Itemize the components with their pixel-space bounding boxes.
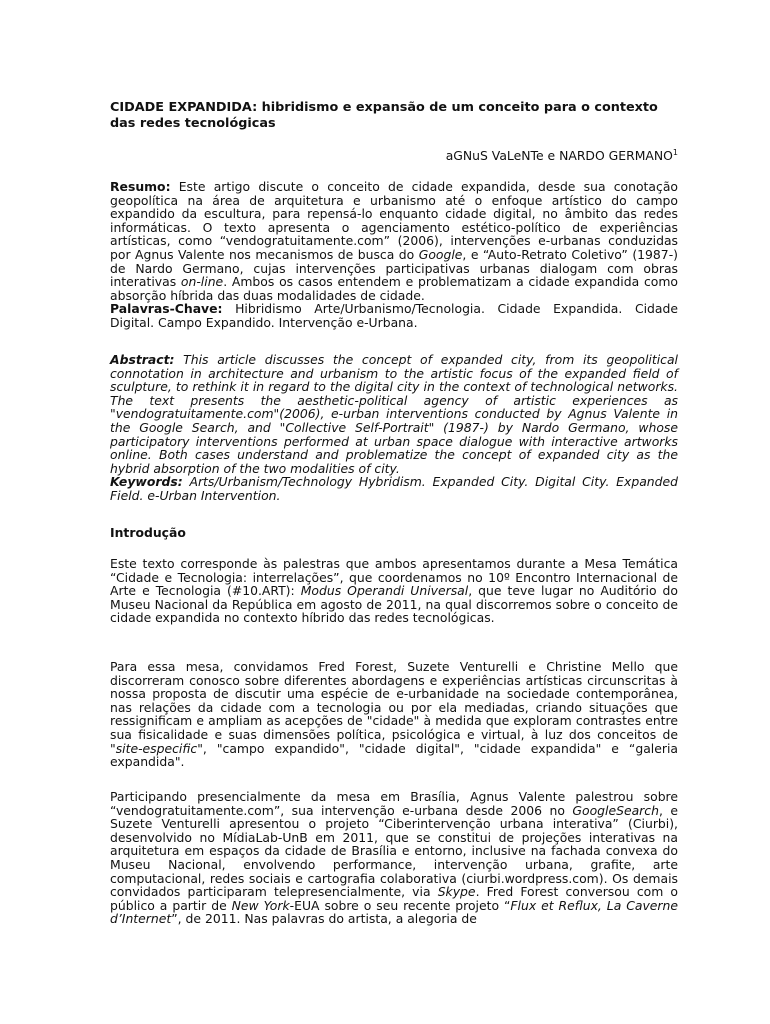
p3-text-b: , e Suzete Venturelli apresentou o projeto “Ciberintervenção urbana interativa” (Ciurbi), desenvolvido no MídiaLab-UnB em 2011, que se constitui de projeções interativas na arquitetura em espaços da cidade de Brasília e entorno, inclusive na fachada convexa do Museu Nacional, envolvendo performance, intervenção urbana, grafite, arte computacional, redes sociais e cartografia colaborativa (ciurbi.wordpress.com). Os demais convidados participaram telepresencialmente, via bbox=[110, 802, 678, 900]
p1-emphasis: Modus Operandi Universal bbox=[300, 583, 469, 599]
intro-paragraph-2 bbox=[110, 660, 678, 769]
p1-text-b: , que teve lugar no Auditório do Museu Nacional da República em agosto de 2011, na qual discorremos sobre o conceito de cidade expandida no contexto híbrido das redes tecnológicas. bbox=[110, 583, 678, 626]
p2-emphasis: site-especific bbox=[115, 740, 198, 756]
keywords-label: Keywords: bbox=[110, 474, 183, 490]
author-footnote-mark: 1 bbox=[672, 147, 678, 157]
section-heading-introducao bbox=[110, 526, 678, 540]
resumo-label: Resumo: bbox=[110, 179, 171, 194]
palavras-chave-label: Palavras-Chave: bbox=[110, 301, 223, 317]
p1-text-a: Este texto corresponde às palestras que ambos apresentamos durante a Mesa Temática “Cidade e Tecnologia: interrelações”, que coordenamos no 10º Encontro Internacional de Arte e Tecnologia (#10.ART): bbox=[110, 556, 678, 599]
keywords-text: Arts/Urbanism/Technology Hybridism. Expanded City. Digital City. Expanded Field. e-Urban Intervention. bbox=[110, 474, 678, 503]
p2-text-a: Para essa mesa, convidamos Fred Forest, Suzete Venturelli e Christine Mello que discorreram conosco sobre diferentes abordagens e experiências artísticas circunscritas à nossa proposta de discutir uma espécie de e-urbanidade na sociedade contemporânea, nas relações da cidade com a tecnologia ou por ela mediadas, criando situações que ressignificam e ampliam as acepções de "cidade" à medida que exploram contrastes entre sua fisicalidade e suas dimensões política, psicológica e virtual, à luz dos conceitos de " bbox=[110, 659, 678, 756]
resumo-google: Google bbox=[418, 246, 463, 262]
abstract-label: Abstract: bbox=[110, 352, 175, 367]
p3-text-d: -EUA sobre o seu recente projeto “ bbox=[289, 897, 511, 913]
intro-paragraph-3 bbox=[110, 790, 678, 926]
p3-text-e: ”, de 2011. Nas palavras do artista, a alegoria de bbox=[171, 911, 477, 927]
p3-emphasis-newyork: New York bbox=[231, 897, 290, 913]
p3-text-a: Participando presencialmente da mesa em Brasília, Agnus Valente palestrou sobre “vendogratuitamente.com”, sua intervenção e-urbana desde 2006 no bbox=[110, 789, 678, 818]
resumo-text-1: Este artigo discute o conceito de cidade expandida, desde sua conotação geopolítica na área de arquitetura e urbanismo até o enfoque artístico do campo expandido da escultura, para repensá-lo enquanto cidade digital, no âmbito das redes informáticas. O texto apresenta o agenciamento estético-político de experiências artísticas, como “vendogratuitamente.com” (2006), intervenções e-urbanas conduzidas por Agnus Valente nos mecanismos de busca do bbox=[110, 179, 678, 262]
resumo-online: on-line bbox=[180, 274, 224, 290]
paper-title-text: CIDADE EXPANDIDA: hibridismo e expansão de um conceito para o contexto das redes tecnológicas bbox=[110, 100, 658, 131]
resumo-block bbox=[110, 180, 678, 330]
p3-emphasis-skype: Skype bbox=[437, 884, 476, 900]
section-heading-text: Introdução bbox=[110, 525, 186, 540]
resumo-text-2: , e “Auto-Retrato Coletivo” (1987-) de Nardo Germano, cujas intervenções participativas urbanas dialogam com obras interativas bbox=[110, 246, 678, 290]
p2-text-b: ", "campo expandido", "cidade digital", "cidade expandida" e “galeria expandida". bbox=[110, 740, 678, 770]
paper-title bbox=[110, 100, 678, 132]
palavras-chave-text: Hibridismo Arte/Urbanismo/Tecnologia. Cidade Expandida. Cidade Digital. Campo Expandido. Intervenção e-Urbana. bbox=[110, 301, 678, 330]
abstract-block bbox=[110, 353, 678, 503]
p3-emphasis-flux: Flux et Reflux, La Caverne d’Internet bbox=[110, 897, 678, 927]
p3-emphasis-googlesearch: GoogleSearch bbox=[572, 802, 659, 818]
resumo-text-3: . Ambos os casos entendem e problematizam a cidade expandida como absorção híbrida das duas modalidades de cidade. bbox=[110, 274, 678, 303]
author-line bbox=[110, 149, 678, 163]
p3-text-c: . Fred Forest conversou com o público a partir de bbox=[110, 884, 678, 913]
intro-paragraph-1 bbox=[110, 557, 678, 625]
author-names: aGNuS VaLeNTe e NARDO GERMANO bbox=[445, 148, 673, 163]
abstract-text: This article discusses the concept of expanded city, from its geopolitical connotation in architecture and urbanism to the artistic focus of the expanded field of sculpture, to rethink it in regard to the digital city in the context of technological networks. The text presents the aesthetic-political agency of artistic experiences as "vendogratuitamente.com"(2006), e-urban interventions conducted by Agnus Valente in the Google Search, and "Collective Self-Portrait" (1987-) by Nardo Germano, whose participatory interventions performed at urban space dialogue with interactive artworks online. Both cases understand and problematize the concept of expanded city as the hybrid absorption of the two modalities of city. bbox=[110, 352, 678, 476]
